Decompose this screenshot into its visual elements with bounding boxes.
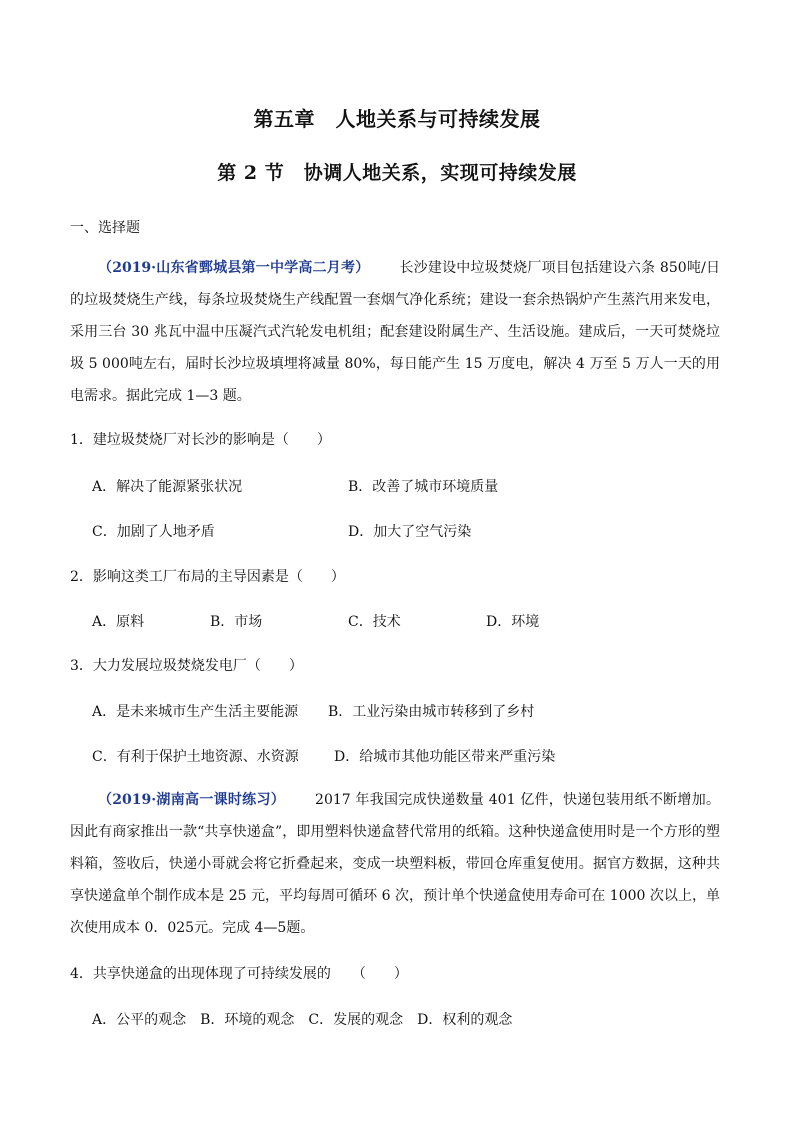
passage-1-text: 长沙建设中垃圾焚烧厂项目包括建设六条 850吨/日的垃圾焚烧生产线，每条垃圾焚烧生产线配置一套烟气净化系统；建设一套余热锅炉产生蒸汽用来发电，采用三台 30 兆瓦中温中压凝汽式汽轮发电机组；配套建设附属生产、生活设施。建成后，一天可焚烧垃圾 5 000吨左右，届时长沙垃圾填埋将减量 80%，每日能产生 15 万度电，解决 4 万至 5 万人一天的用电需求。据此完成 1—3 题。 xyxy=(70,260,721,404)
question-1-option-b: B．改善了城市环境质量 xyxy=(348,479,499,495)
chapter-title: 第五章 人地关系与可持续发展 xyxy=(253,107,541,131)
question-4-stem: 4．共享快递盒的出现体现了可持续发展的 （ ） xyxy=(70,966,408,982)
passage-1 xyxy=(70,252,720,412)
section-title: 第 2 节 协调人地关系，实现可持续发展 xyxy=(217,162,577,184)
question-2-option-b: B．市场 xyxy=(210,614,263,630)
question-1-option-a: A．解决了能源紧张状况 xyxy=(92,479,243,495)
passage-2-source: （2019·湖南高一课时练习） xyxy=(98,792,286,808)
passage-2-text: 2017 年我国完成快递数量 401 亿件，快递包装用纸不断增加。因此有商家推出一款“共享快递盒”，即用塑料快递盒替代常用的纸箱。这种快递盒使用时是一个方形的塑料箱，签收后，快递小哥就会将它折叠起来，变成一块塑料板，带回仓库重复使用。据官方数据，这种共享快递盒单个制作成本是 25 元，平均每周可循环 6 次，预计单个快递盒使用寿命可在 1000 次以上，单次使用成本 0．025元。完成 4—5题。 xyxy=(70,792,721,936)
question-2-option-d: D．环境 xyxy=(486,614,540,630)
question-3-option-c: C．有利于保护土地资源、水资源 xyxy=(92,749,299,765)
question-1-option-d: D．加大了空气污染 xyxy=(348,524,472,540)
question-3-option-d: D．给城市其他功能区带来严重污染 xyxy=(334,749,556,765)
passage-2 xyxy=(70,784,720,944)
question-3-stem: 3．大力发展垃圾焚烧发电厂（ ） xyxy=(70,658,303,674)
question-2-option-a: A．原料 xyxy=(92,614,145,630)
section-heading: 一、选择题 xyxy=(70,220,140,236)
question-2-option-c: C．技术 xyxy=(348,614,401,630)
question-1-option-c: C．加剧了人地矛盾 xyxy=(92,524,215,540)
question-3-option-b: B．工业污染由城市转移到了乡村 xyxy=(328,704,535,720)
question-3-option-a: A．是未来城市生产生活主要能源 xyxy=(92,704,299,720)
question-4-options: A．公平的观念 B．环境的观念 C．发展的观念 D．权利的观念 xyxy=(92,1012,513,1028)
passage-1-source: （2019·山东省鄄城县第一中学高二月考） xyxy=(98,260,370,276)
question-2-stem: 2．影响这类工厂布局的主导因素是（ ） xyxy=(70,569,345,585)
question-1-stem: 1．建垃圾焚烧厂对长沙的影响是（ ） xyxy=(70,432,331,448)
